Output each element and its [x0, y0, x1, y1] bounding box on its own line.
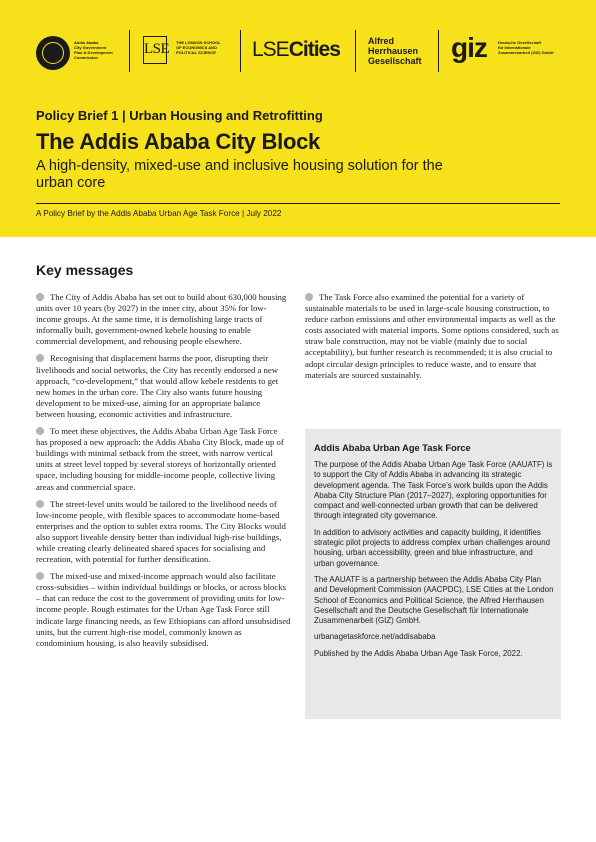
policy-brief-label: Policy Brief 1 | Urban Housing and Retrofitting	[36, 108, 323, 123]
key-message-text: Recognising that displacement harms the poor, disrupting their livelihoods and social networks, the City has recently endorsed a new approach, “co-development,” that would allow kebele residents to get new homes in the urban core. The City also wants future housing development to be mixed-use, aiming for an appropriate balance between housing, economic activities and infrastructure.	[36, 353, 279, 419]
key-message-text: The mixed-use and mixed-income approach would also facilitate cross-subsidies – within individual buildings or blocks, or across blocks – that can reduce the cost to the government of providing units for low-income people. Rough estimates for the Urban Age Task Force still indicate large financing needs, as few Ethiopians can afford unsubsidised units, but the current high-rise model, commonly known as condominium housing, is also heavily subsidised.	[36, 571, 291, 648]
page-subtitle: A high-density, mixed-use and inclusive housing solution for the urban core	[36, 158, 443, 191]
task-force-box-body	[314, 460, 554, 665]
key-message-text: To meet these objectives, the Addis Ababa Urban Age Task Force has proposed a new approach: the Addis Ababa City Block, made up of buildings with minimal setback from the street, with narrow vertical units at street level topped by several storeys of horizontally oriented space, including housing for middle-income people, collective living areas and commercial space.	[36, 426, 284, 492]
task-force-website-link[interactable]: urbanagetaskforce.net/addisababa	[314, 632, 436, 642]
task-force-paragraph: In addition to advisory activities and capacity building, it identifies strategic pilot projects to address complex urban challenges around housing, urban accessibility, green and blue infrastructure, and urban governance.	[314, 527, 550, 568]
task-force-box-title: Addis Ababa Urban Age Task Force	[314, 443, 471, 453]
addis-ababa-seal-icon	[36, 36, 70, 70]
header-divider	[36, 203, 560, 204]
key-message-paragraph	[305, 292, 561, 381]
key-message-text: The City of Addis Ababa has set out to build about 630,000 housing units over 10 years (by 2027) in the inner city, about 35% for low-income groups. At the same time, it is demolishing large tracts of informally built, government-owned kebele housing to enable commercial development, and rehousing people elsewhere.	[36, 292, 287, 347]
lse-cities-suffix: Cities	[288, 38, 340, 61]
header-banner	[0, 0, 596, 237]
key-message-paragraph	[36, 571, 291, 649]
key-message-text: The Task Force also examined the potential for a variety of sustainable materials to be used in large-scale housing construction, to reduce carbon emissions and other environmental impacts as well as the costs associated with material imports. Some options considered, such as straw bale construction, may not be viable (mainly due to social acceptability), but further research is recommended; it is also crucial to adopt circular design principles to reduce waste, and to ensure that materials are sourced sustainably.	[305, 292, 559, 380]
key-messages-heading: Key messages	[36, 262, 134, 278]
bullet-icon	[36, 572, 44, 580]
lse-cities-prefix: LSE	[252, 38, 289, 61]
giz-logo: giz	[451, 32, 487, 63]
page-title: The Addis Ababa City Block	[36, 129, 320, 154]
logo-divider	[355, 30, 356, 72]
lse-logo: LSE	[143, 36, 167, 64]
key-message-paragraph	[36, 499, 291, 566]
lse-cities-logo	[252, 38, 340, 62]
bullet-icon	[36, 354, 44, 362]
key-messages-left-column	[36, 292, 291, 655]
key-message-paragraph	[36, 292, 291, 347]
bullet-icon	[305, 293, 313, 301]
addis-ababa-commission-label: Addis Ababa City Government Plan & Development Commission	[74, 40, 113, 60]
logo-divider	[129, 30, 130, 72]
bullet-icon	[36, 427, 44, 435]
logo-divider	[438, 30, 439, 72]
key-message-paragraph	[36, 426, 291, 493]
task-force-paragraph: The purpose of the Addis Ababa Urban Age Task Force (AAUATF) is to support the City of Addis Ababa in advancing its strategic development agenda. The Task Force’s work builds upon the Addis Ababa City Structure Plan (2017–2027), exploring opportunities for compact and well-connected urban growth that can be delivered through integrated city governance.	[314, 460, 553, 521]
task-force-paragraph: The AAUATF is a partnership between the Addis Ababa City Plan and Development Commission (AACPDC), LSE Cities at the London School of Economics and Political Science, the Alfred Herrhausen Gesellschaft and the Deutsche Gesellschaft für Internationale Zusammenarbeit (GIZ) GmbH.	[314, 574, 554, 626]
task-force-info-box	[305, 429, 561, 719]
lse-full-name: THE LONDON SCHOOL OF ECONOMICS AND POLITICAL SCIENCE	[176, 40, 221, 55]
giz-full-name: Deutsche Gesellschaft für Internationale Zusammenarbeit (GIZ) GmbH	[498, 40, 554, 55]
key-messages-right-column	[305, 292, 561, 387]
alfred-herrhausen-logo: Alfred Herrhausen Gesellschaft	[368, 36, 422, 66]
bullet-icon	[36, 293, 44, 301]
key-message-paragraph	[36, 353, 291, 420]
byline: A Policy Brief by the Addis Ababa Urban Age Task Force | July 2022	[36, 209, 282, 218]
logo-divider	[240, 30, 241, 72]
key-message-text: The street-level units would be tailored to the livelihood needs of low-income people, with flexible spaces to accommodate home-based enterprises and the option to sublet extra rooms. The City Blocks would also support liveable density better than individual high-rise buildings, while creating clearly delineated shared spaces for socialising and recreation, with potential for further densification.	[36, 498, 286, 565]
bullet-icon	[36, 500, 44, 508]
partner-logos	[0, 0, 596, 100]
publication-credit: Published by the Addis Ababa Urban Age Task Force, 2022.	[314, 648, 523, 658]
